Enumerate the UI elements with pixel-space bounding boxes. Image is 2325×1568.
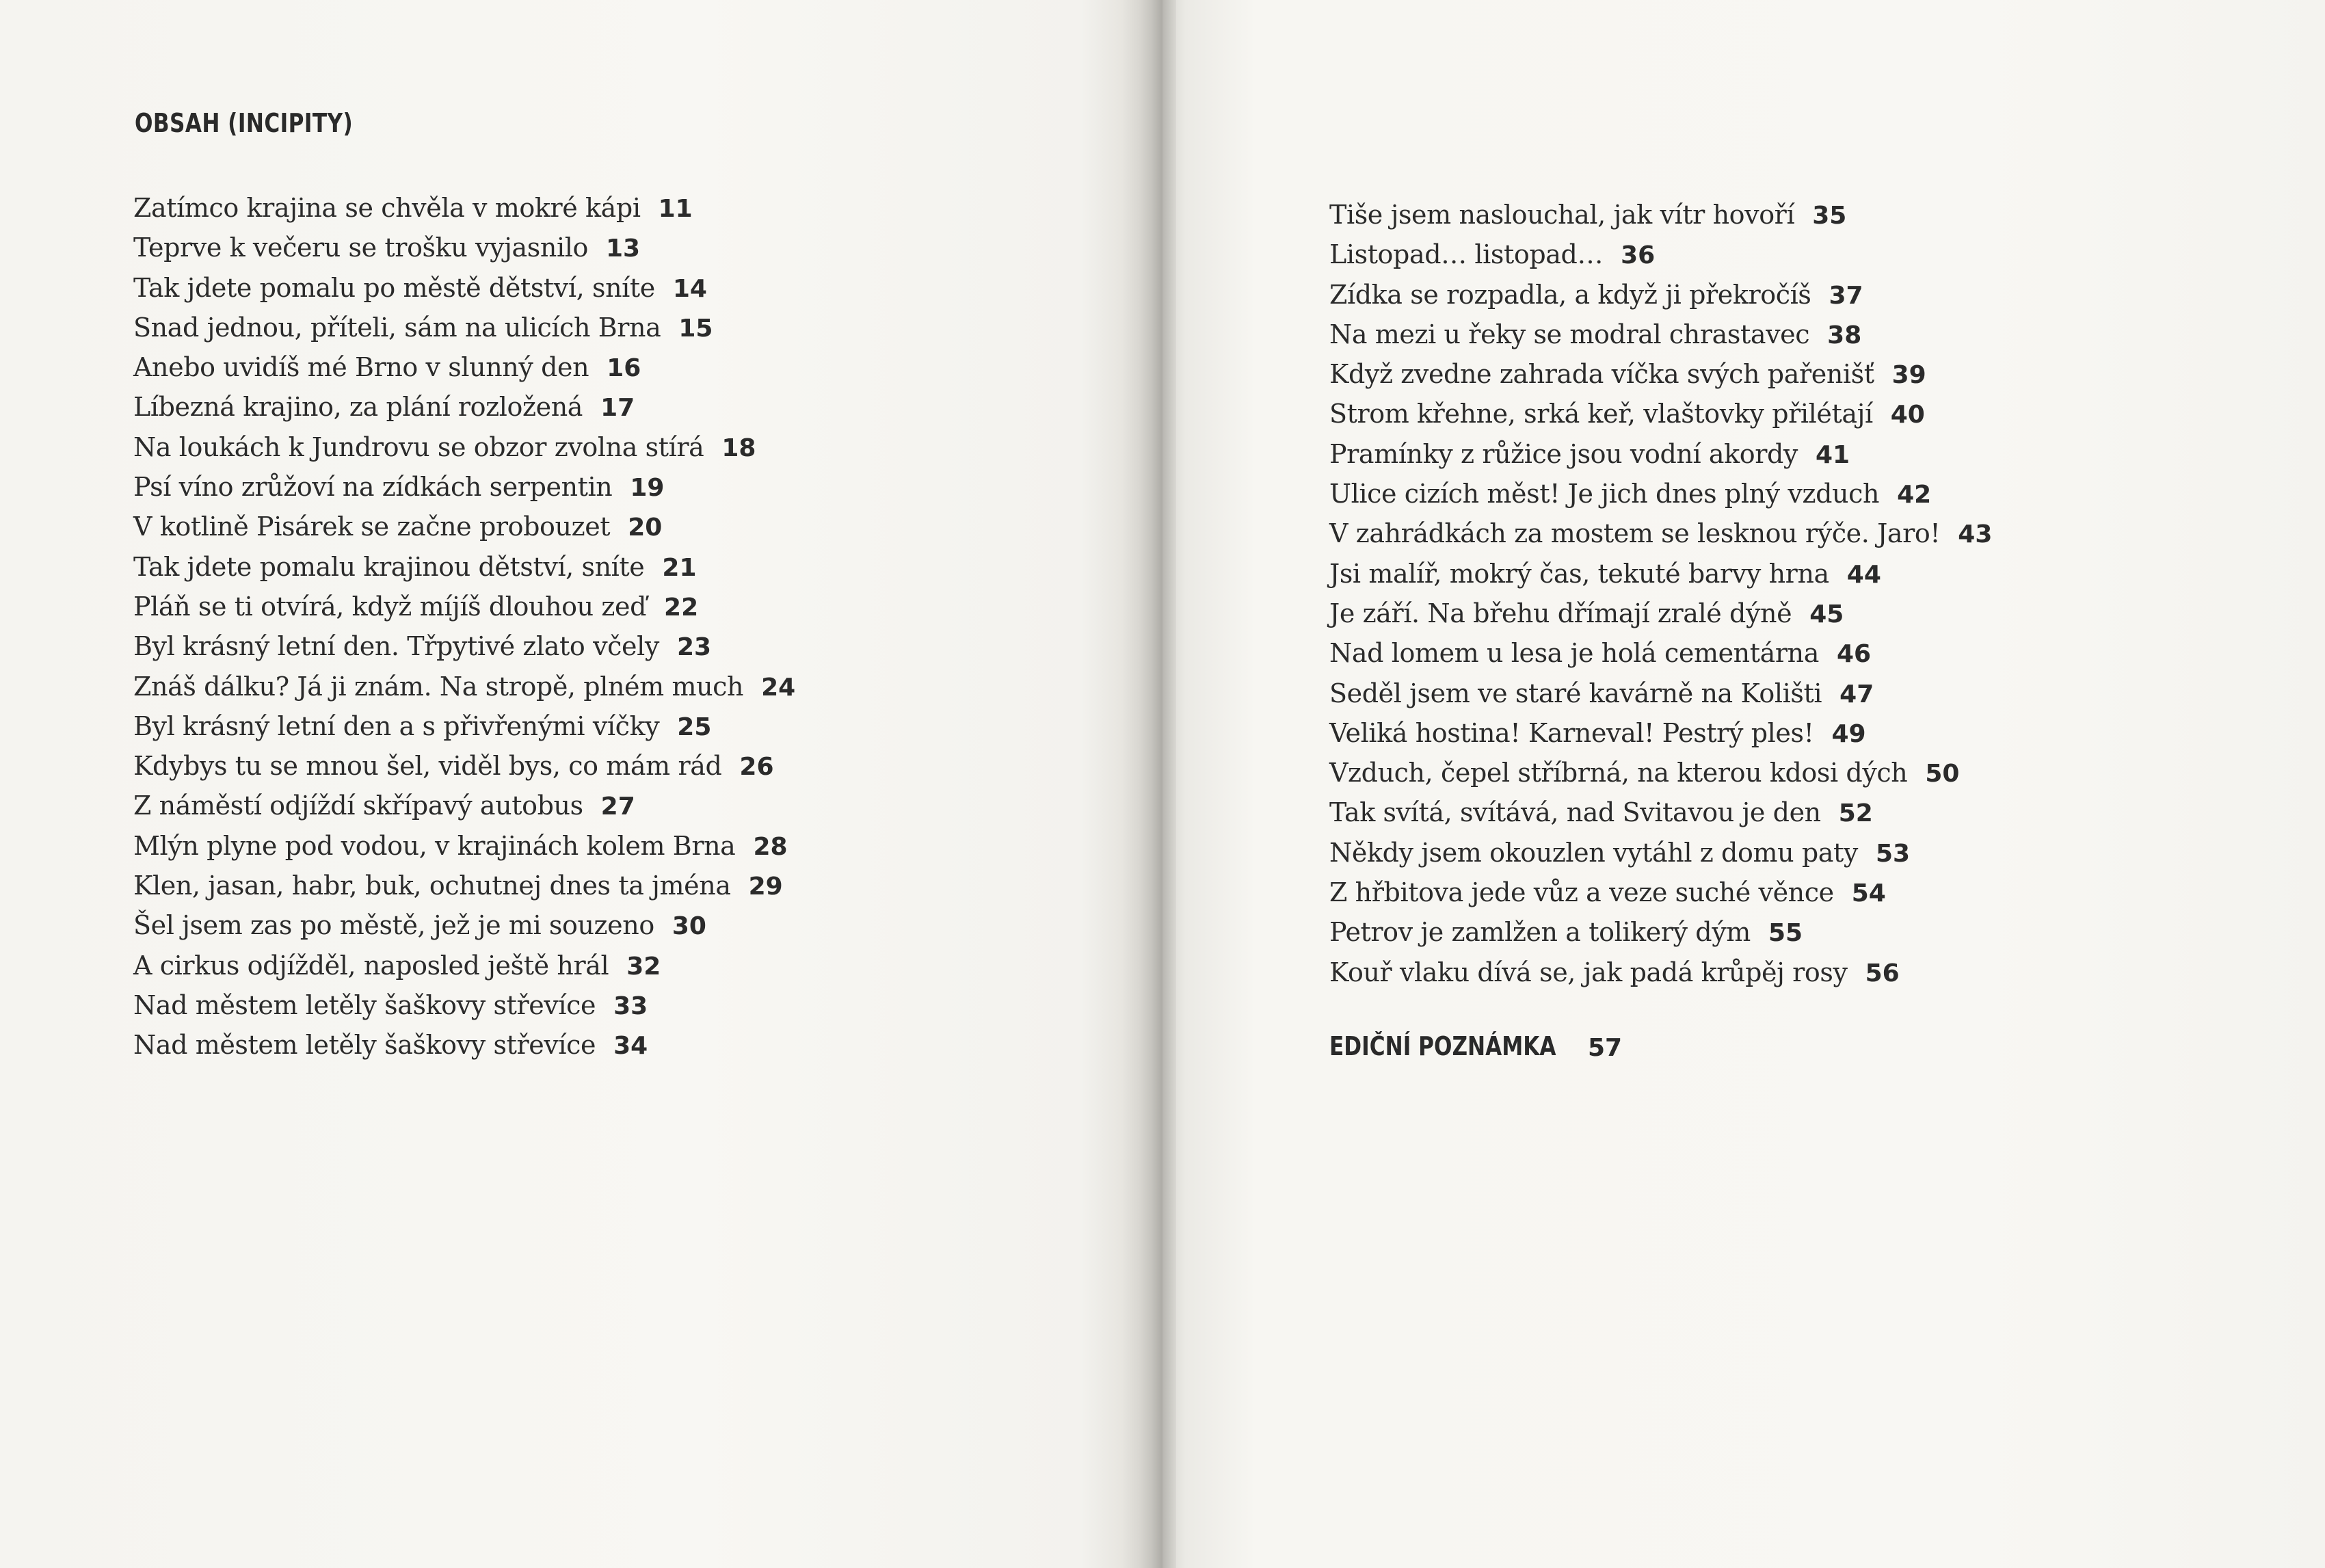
toc-entry <box>133 387 795 427</box>
toc-entry-text: Někdy jsem okouzlen vytáhl z domu paty <box>1329 837 1858 868</box>
toc-entry-page-number: 34 <box>613 1032 648 1061</box>
toc-entry <box>1329 394 1992 434</box>
toc-entry-text: Nad lomem u lesa je holá cementárna <box>1329 638 1819 669</box>
toc-entry-page-number: 18 <box>721 434 756 462</box>
toc-entry-text: Mlýn plyne pod vodou, v krajinách kolem Brna <box>133 830 736 861</box>
toc-entry <box>133 1025 795 1065</box>
toc-entry <box>133 826 795 866</box>
toc-entry-text: Tak jdete pomalu po městě dětství, sníte <box>133 272 655 303</box>
toc-entry-page-number: 40 <box>1890 401 1925 429</box>
toc-entry-page-number: 22 <box>664 593 699 622</box>
toc-entry <box>1329 912 1992 952</box>
toc-entry <box>1329 315 1992 354</box>
toc-entry-text: V zahrádkách za mostem se lesknou rýče. Jaro! <box>1329 518 1941 549</box>
toc-entry <box>1329 235 1992 274</box>
toc-entry <box>1329 833 1992 873</box>
toc-entry <box>133 706 795 746</box>
toc-entry-page-number: 14 <box>672 274 707 303</box>
toc-entry-page-number: 55 <box>1768 919 1803 948</box>
toc-entry-page-number: 36 <box>1621 241 1656 270</box>
toc-entry-page-number: 53 <box>1875 839 1911 868</box>
toc-entry-text: A cirkus odjížděl, naposled ještě hrál <box>133 950 609 981</box>
toc-list-left <box>133 188 795 1065</box>
toc-entry <box>133 587 795 626</box>
toc-entry-text: Šel jsem zas po městě, jež je mi souzeno <box>133 910 654 941</box>
toc-entry-page-number: 24 <box>761 673 796 702</box>
toc-entry <box>1329 713 1992 753</box>
toc-entry <box>1329 793 1992 832</box>
toc-entry <box>1329 953 1992 992</box>
toc-entry <box>133 626 795 666</box>
toc-entry-text: Listopad… listopad… <box>1329 239 1604 270</box>
toc-entry <box>133 308 795 347</box>
toc-entry-text: Pramínky z růžice jsou vodní akordy <box>1329 438 1798 469</box>
toc-entry-page-number: 27 <box>600 793 635 821</box>
toc-entry <box>133 427 795 467</box>
toc-entry-page-number: 20 <box>628 514 663 542</box>
toc-entry <box>133 786 795 825</box>
toc-entry-text: Ulice cizích měst! Je jich dnes plný vzduch <box>1329 479 1880 509</box>
toc-entry-text: Zídka se rozpadla, a když ji překročíš <box>1329 279 1811 310</box>
toc-entry <box>1329 275 1992 315</box>
toc-entry-text: Veliká hostina! Karneval! Pestrý ples! <box>1329 717 1814 748</box>
toc-entry-text: Je září. Na břehu dřímají zralé dýně <box>1329 598 1792 628</box>
toc-entry-page-number: 45 <box>1809 600 1844 628</box>
toc-entry-page-number: 41 <box>1816 440 1850 469</box>
toc-entry-page-number: 21 <box>662 553 697 582</box>
toc-entry-text: Pláň se ti otvírá, když míjíš dlouhou zeď <box>133 591 647 622</box>
toc-entry-text: Tak svítá, svítává, nad Svitavou je den <box>1329 797 1821 828</box>
toc-entry-text: Na mezi u řeky se modral chrastavec <box>1329 319 1810 349</box>
toc-entry <box>1329 554 1992 594</box>
toc-entry-page-number: 42 <box>1897 481 1932 509</box>
toc-entry <box>133 667 795 706</box>
toc-entry-page-number: 33 <box>613 992 648 1020</box>
toc-entry-page-number: 15 <box>678 314 713 343</box>
toc-entry-text: Kdybys tu se mnou šel, viděl bys, co mám rád <box>133 751 722 782</box>
toc-entry-page-number: 44 <box>1846 560 1881 589</box>
toc-entry-page-number: 17 <box>600 394 635 423</box>
toc-entry-page-number: 30 <box>672 912 706 941</box>
toc-entry <box>133 228 795 267</box>
toc-entry-page-number: 47 <box>1839 680 1874 708</box>
toc-entry-page-number: 56 <box>1865 959 1900 987</box>
toc-entry-text: Na loukách k Jundrovu se obzor zvolna stírá <box>133 431 704 462</box>
edicni-poznamka-entry <box>1329 1031 1623 1062</box>
toc-entry-page-number: 37 <box>1829 281 1863 310</box>
toc-entry-text: Byl krásný letní den. Třpytivé zlato včely <box>133 631 659 662</box>
toc-entry-page-number: 39 <box>1891 361 1926 390</box>
toc-entry-page-number: 13 <box>605 235 641 263</box>
toc-entry-text: Petrov je zamlžen a tolikerý dým <box>1329 917 1751 948</box>
toc-entry <box>133 866 795 905</box>
toc-entry-page-number: 25 <box>677 713 712 741</box>
toc-entry-text: Nad městem letěly šaškovy střevíce <box>133 989 596 1020</box>
toc-entry-text: Strom křehne, srká keř, vlaštovky přilétají <box>1329 399 1873 429</box>
toc-entry-page-number: 43 <box>1958 520 1993 549</box>
toc-entry-text: Tiše jsem naslouchal, jak vítr hovoří <box>1329 200 1795 230</box>
toc-entry <box>133 467 795 507</box>
toc-entry-page-number: 29 <box>748 873 783 901</box>
toc-entry-text: Anebo uvidíš mé Brno v slunný den <box>133 352 589 383</box>
toc-entry <box>1329 674 1992 713</box>
toc-entry-text: Tak jdete pomalu krajinou dětství, sníte <box>133 551 645 582</box>
toc-entry-text: Snad jednou, příteli, sám na ulicích Brna <box>133 312 661 343</box>
toc-entry-text: Z hřbitova jede vůz a veze suché věnce <box>1329 877 1834 908</box>
toc-entry-text: Psí víno zrůžoví na zídkách serpentin <box>133 472 613 503</box>
right-page <box>1162 0 2325 1568</box>
toc-entry-text: Kouř vlaku dívá se, jak padá krůpěj rosy <box>1329 957 1848 987</box>
toc-entry-text: Seděl jsem ve staré kavárně na Kolišti <box>1329 678 1822 708</box>
toc-entry-text: Zatímco krajina se chvěla v mokré kápi <box>133 193 641 223</box>
toc-entry <box>133 507 795 546</box>
toc-entry <box>1329 195 1992 235</box>
toc-entry <box>1329 354 1992 394</box>
toc-entry-text: Z náměstí odjíždí skřípavý autobus <box>133 790 583 821</box>
toc-entry-page-number: 50 <box>1925 760 1960 788</box>
toc-entry-page-number: 32 <box>626 952 661 981</box>
toc-entry <box>1329 633 1992 673</box>
toc-entry <box>133 347 795 387</box>
toc-entry-page-number: 54 <box>1851 879 1886 908</box>
toc-entry-page-number: 19 <box>630 474 665 503</box>
toc-entry-text: Vzduch, čepel stříbrná, na kterou kdosi dých <box>1329 758 1908 788</box>
toc-entry <box>133 547 795 587</box>
edicni-poznamka-label: EDIČNÍ POZNÁMKA <box>1329 1031 1556 1061</box>
toc-entry-page-number: 16 <box>607 354 641 383</box>
toc-entry-page-number: 26 <box>739 753 774 782</box>
toc-entry <box>133 985 795 1025</box>
toc-entry-text: Nad městem letěly šaškovy střevíce <box>133 1030 596 1061</box>
toc-entry <box>1329 514 1992 553</box>
toc-entry-page-number: 38 <box>1827 321 1862 349</box>
toc-entry <box>1329 753 1992 793</box>
toc-entry-text: Znáš dálku? Já ji znám. Na stropě, plném much <box>133 671 744 702</box>
toc-list-right <box>1329 195 1992 992</box>
toc-entry <box>133 188 795 228</box>
toc-entry <box>133 946 795 985</box>
toc-entry <box>133 905 795 945</box>
toc-entry-page-number: 49 <box>1831 719 1866 748</box>
toc-entry <box>133 268 795 308</box>
toc-entry-text: V kotlině Pisárek se začne probouzet <box>133 511 611 542</box>
toc-entry <box>1329 434 1992 474</box>
toc-entry <box>1329 594 1992 633</box>
toc-entry-page-number: 52 <box>1838 799 1873 828</box>
edicni-poznamka-page: 57 <box>1588 1034 1623 1062</box>
toc-entry-text: Jsi malíř, mokrý čas, tekuté barvy hrna <box>1329 558 1829 589</box>
toc-entry-text: Když zvedne zahrada víčka svých pařenišť <box>1329 359 1874 390</box>
toc-entry-page-number: 46 <box>1836 640 1872 669</box>
left-page <box>0 0 1162 1568</box>
toc-entry-page-number: 35 <box>1812 202 1847 230</box>
toc-entry-text: Klen, jasan, habr, buk, ochutnej dnes ta jména <box>133 871 731 901</box>
toc-entry <box>133 746 795 786</box>
toc-entry-text: Byl krásný letní den a s přivřenými víčky <box>133 710 660 741</box>
toc-entry-page-number: 11 <box>658 195 693 223</box>
toc-entry-text: Teprve k večeru se trošku vyjasnilo <box>133 232 588 263</box>
contents-heading: OBSAH (INCIPITY) <box>135 108 354 138</box>
toc-entry <box>1329 873 1992 912</box>
toc-entry-page-number: 28 <box>753 832 788 861</box>
toc-entry <box>1329 474 1992 514</box>
toc-entry-text: Líbezná krajino, za plání rozložená <box>133 392 583 423</box>
book-gutter <box>1121 0 1176 1568</box>
toc-entry-page-number: 23 <box>676 633 712 662</box>
